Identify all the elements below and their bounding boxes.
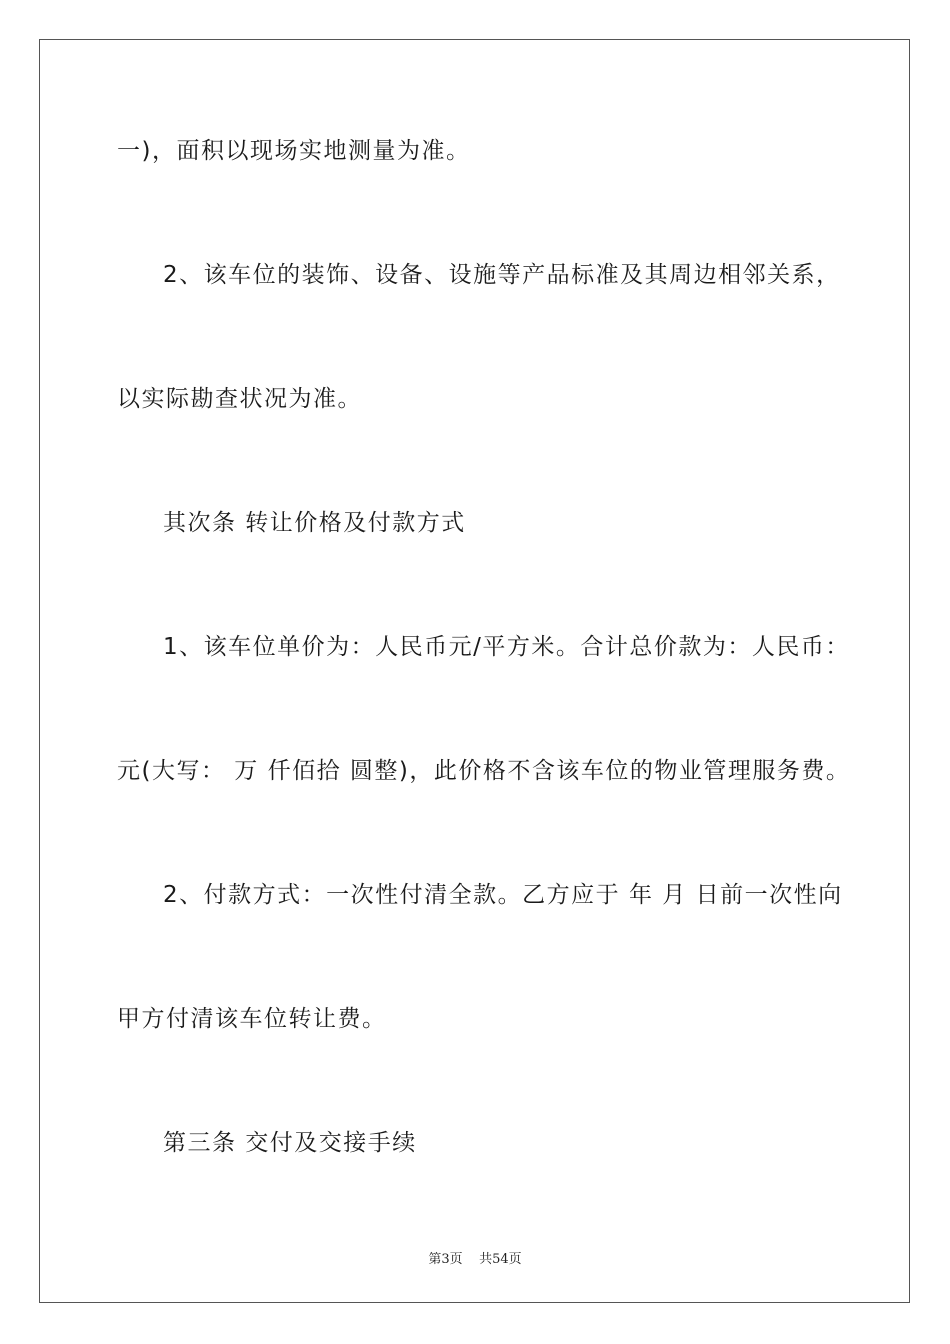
section-heading-2: 其次条 转让价格及付款方式	[163, 510, 466, 536]
text-line-2: 2、该车位的装饰、设备、设施等产品标准及其周边相邻关系，	[163, 262, 841, 288]
page-number: 第3页	[428, 1252, 463, 1267]
text-line-8: 甲方付清该车位转让费。	[117, 1006, 387, 1032]
text-line-5: 1、该车位单价为：人民币元/平方米。合计总价款为：人民币：	[163, 634, 850, 660]
text-line-3: 以实际勘查状况为准。	[117, 386, 362, 412]
page-total: 共54页	[479, 1252, 522, 1267]
section-heading-3: 第三条 交付及交接手续	[163, 1130, 417, 1156]
text-line-6: 元(大写： 万 仟佰拾 圆整)，此价格不含该车位的物业管理服务费。	[117, 758, 851, 784]
text-line-7: 2、付款方式：一次性付清全款。乙方应于 年 月 日前一次性向	[163, 882, 843, 908]
page-footer	[0, 1248, 950, 1267]
text-line-1: 一)，面积以现场实地测量为准。	[117, 138, 471, 164]
page-border	[39, 39, 910, 1303]
